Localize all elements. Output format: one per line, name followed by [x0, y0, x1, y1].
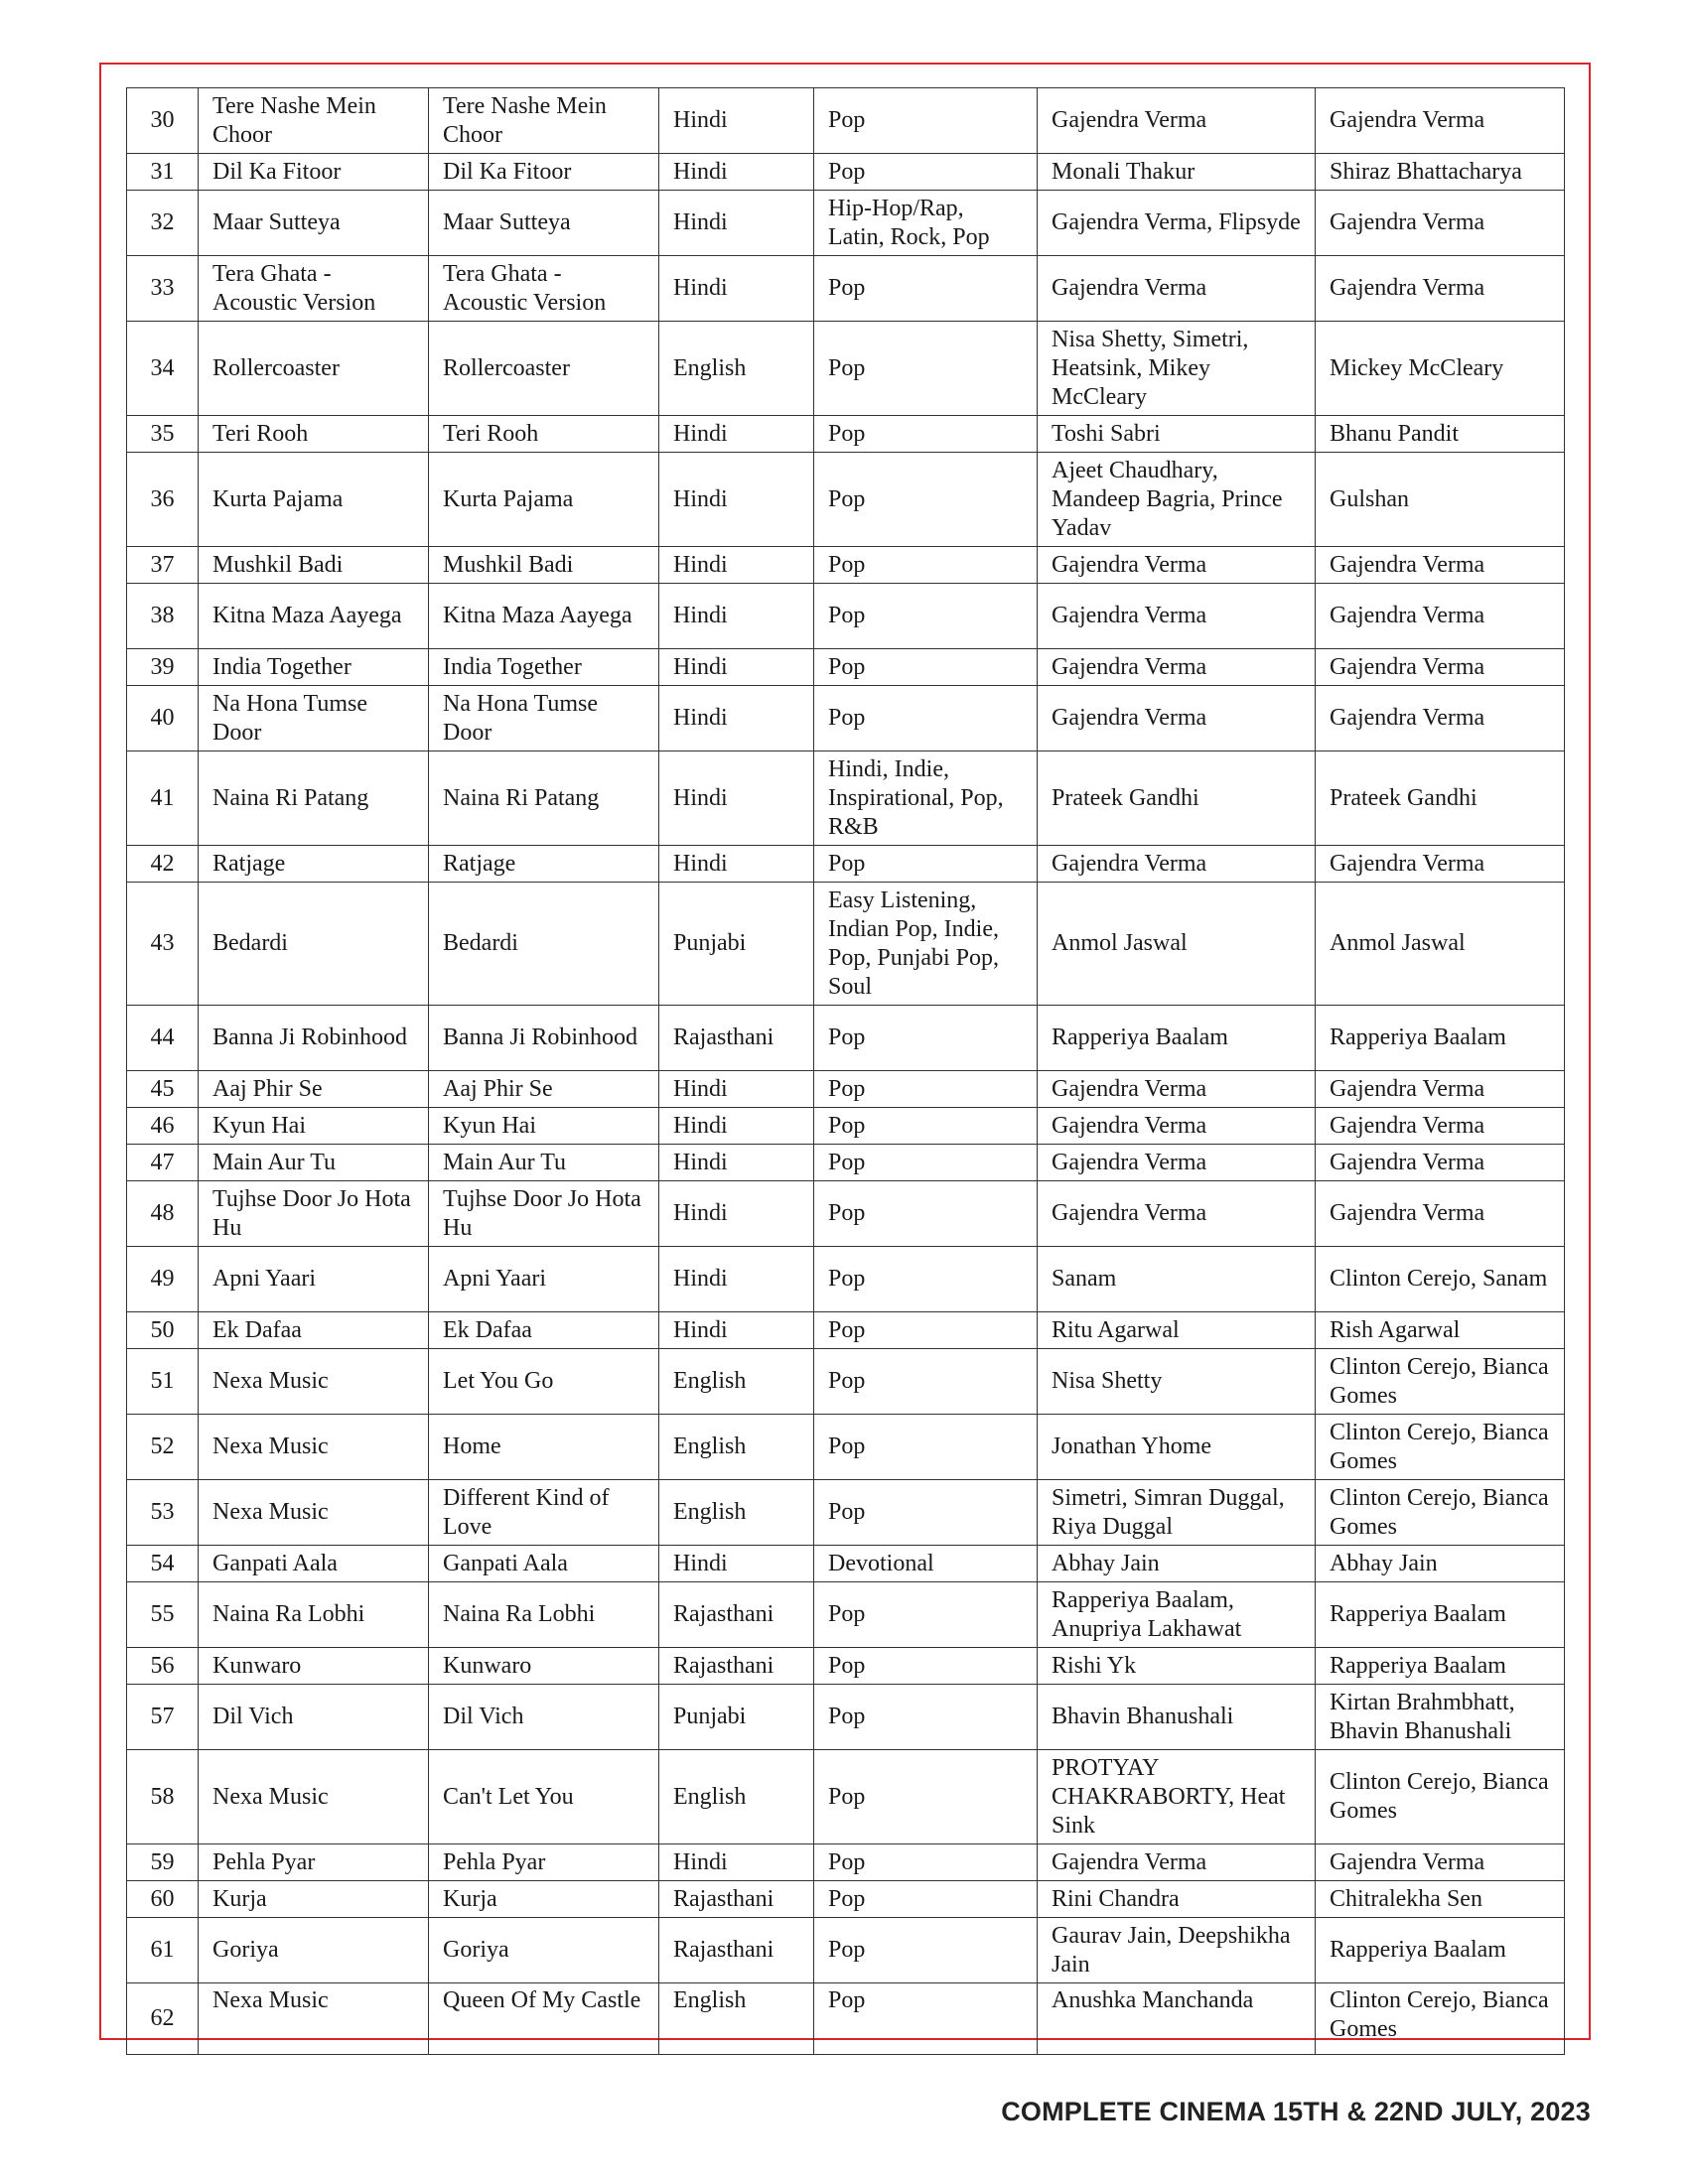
cell-genre: Hindi, Indie, Inspirational, Pop, R&B: [814, 751, 1038, 846]
cell-title: Kitna Maza Aayega: [199, 584, 429, 649]
cell-artist: Anushka Manchanda: [1038, 1983, 1316, 2055]
cell-title: Naina Ri Patang: [199, 751, 429, 846]
cell-song: Dil Ka Fitoor: [429, 154, 659, 191]
table-row: [127, 154, 1565, 191]
cell-title: Teri Rooh: [199, 416, 429, 453]
cell-composer: Gajendra Verma: [1316, 88, 1565, 154]
cell-composer: Mickey McCleary: [1316, 322, 1565, 416]
cell-genre: Pop: [814, 1844, 1038, 1881]
cell-composer: Rapperiya Baalam: [1316, 1648, 1565, 1685]
cell-row-number: 51: [127, 1349, 199, 1415]
cell-composer: Shiraz Bhattacharya: [1316, 154, 1565, 191]
cell-artist: Ajeet Chaudhary, Mandeep Bagria, Prince Yadav: [1038, 453, 1316, 547]
cell-row-number: 48: [127, 1181, 199, 1247]
cell-genre: Pop: [814, 1685, 1038, 1750]
cell-composer: Chitralekha Sen: [1316, 1881, 1565, 1918]
cell-title: Ratjage: [199, 846, 429, 883]
table-row: [127, 191, 1565, 256]
cell-row-number: 46: [127, 1108, 199, 1145]
cell-composer: Bhanu Pandit: [1316, 416, 1565, 453]
cell-language: English: [659, 1480, 814, 1546]
cell-song: Naina Ri Patang: [429, 751, 659, 846]
cell-song: Bedardi: [429, 883, 659, 1006]
cell-row-number: 61: [127, 1918, 199, 1983]
cell-genre: Pop: [814, 1480, 1038, 1546]
cell-row-number: 47: [127, 1145, 199, 1181]
cell-title: Maar Sutteya: [199, 191, 429, 256]
cell-title: Nexa Music: [199, 1750, 429, 1844]
cell-row-number: 56: [127, 1648, 199, 1685]
cell-title: Nexa Music: [199, 1415, 429, 1480]
cell-genre: Easy Listening, Indian Pop, Indie, Pop, Punjabi Pop, Soul: [814, 883, 1038, 1006]
cell-composer: Rapperiya Baalam: [1316, 1582, 1565, 1648]
cell-song: Let You Go: [429, 1349, 659, 1415]
cell-artist: Gajendra Verma: [1038, 1108, 1316, 1145]
cell-language: Punjabi: [659, 1685, 814, 1750]
table-row: [127, 1480, 1565, 1546]
cell-composer: Gajendra Verma: [1316, 256, 1565, 322]
cell-composer: Clinton Cerejo, Bianca Gomes: [1316, 1349, 1565, 1415]
table-row: [127, 1108, 1565, 1145]
cell-song: Na Hona Tumse Door: [429, 686, 659, 751]
table-row: [127, 1247, 1565, 1312]
cell-language: Rajasthani: [659, 1582, 814, 1648]
cell-composer: Clinton Cerejo, Sanam: [1316, 1247, 1565, 1312]
cell-artist: Gajendra Verma: [1038, 846, 1316, 883]
cell-row-number: 39: [127, 649, 199, 686]
cell-genre: Pop: [814, 1006, 1038, 1071]
cell-genre: Pop: [814, 1312, 1038, 1349]
cell-song: Can't Let You: [429, 1750, 659, 1844]
cell-language: Rajasthani: [659, 1648, 814, 1685]
table-row: [127, 416, 1565, 453]
cell-language: Hindi: [659, 846, 814, 883]
cell-language: Hindi: [659, 88, 814, 154]
cell-artist: Anmol Jaswal: [1038, 883, 1316, 1006]
cell-language: Hindi: [659, 1546, 814, 1582]
table-row: [127, 1750, 1565, 1844]
cell-genre: Pop: [814, 1648, 1038, 1685]
cell-row-number: 35: [127, 416, 199, 453]
cell-artist: Gajendra Verma: [1038, 88, 1316, 154]
cell-title: Bedardi: [199, 883, 429, 1006]
cell-song: Aaj Phir Se: [429, 1071, 659, 1108]
cell-title: Nexa Music: [199, 1983, 429, 2055]
cell-artist: Toshi Sabri: [1038, 416, 1316, 453]
cell-composer: Gajendra Verma: [1316, 1071, 1565, 1108]
table-row: [127, 1546, 1565, 1582]
cell-genre: Pop: [814, 322, 1038, 416]
cell-composer: Kirtan Brahmbhatt, Bhavin Bhanushali: [1316, 1685, 1565, 1750]
cell-title: Mushkil Badi: [199, 547, 429, 584]
cell-artist: Gajendra Verma: [1038, 1071, 1316, 1108]
cell-artist: Rini Chandra: [1038, 1881, 1316, 1918]
table-row: [127, 1312, 1565, 1349]
cell-genre: Pop: [814, 1108, 1038, 1145]
cell-artist: Prateek Gandhi: [1038, 751, 1316, 846]
table-row: [127, 1685, 1565, 1750]
cell-row-number: 54: [127, 1546, 199, 1582]
cell-row-number: 52: [127, 1415, 199, 1480]
cell-title: Rollercoaster: [199, 322, 429, 416]
cell-song: Maar Sutteya: [429, 191, 659, 256]
cell-composer: Gajendra Verma: [1316, 686, 1565, 751]
cell-artist: Gajendra Verma: [1038, 547, 1316, 584]
cell-language: Hindi: [659, 1181, 814, 1247]
cell-language: Hindi: [659, 453, 814, 547]
cell-composer: Rapperiya Baalam: [1316, 1918, 1565, 1983]
cell-genre: Pop: [814, 453, 1038, 547]
cell-composer: Abhay Jain: [1316, 1546, 1565, 1582]
cell-song: Different Kind of Love: [429, 1480, 659, 1546]
cell-composer: Rapperiya Baalam: [1316, 1006, 1565, 1071]
cell-language: Hindi: [659, 154, 814, 191]
cell-composer: Gajendra Verma: [1316, 1181, 1565, 1247]
cell-language: Hindi: [659, 1108, 814, 1145]
cell-title: Kurja: [199, 1881, 429, 1918]
cell-composer: Gajendra Verma: [1316, 846, 1565, 883]
cell-artist: Gajendra Verma: [1038, 1844, 1316, 1881]
table-row: [127, 322, 1565, 416]
cell-language: Hindi: [659, 1247, 814, 1312]
cell-row-number: 53: [127, 1480, 199, 1546]
cell-genre: Pop: [814, 686, 1038, 751]
cell-language: Hindi: [659, 547, 814, 584]
table-row: [127, 1918, 1565, 1983]
cell-genre: Pop: [814, 1881, 1038, 1918]
cell-artist: Gajendra Verma, Flipsyde: [1038, 191, 1316, 256]
cell-language: Hindi: [659, 1071, 814, 1108]
cell-composer: Anmol Jaswal: [1316, 883, 1565, 1006]
cell-composer: Clinton Cerejo, Bianca Gomes: [1316, 1983, 1565, 2055]
cell-artist: PROTYAY CHAKRABORTY, Heat Sink: [1038, 1750, 1316, 1844]
cell-genre: Devotional: [814, 1546, 1038, 1582]
cell-song: Kyun Hai: [429, 1108, 659, 1145]
cell-artist: Rapperiya Baalam, Anupriya Lakhawat: [1038, 1582, 1316, 1648]
cell-genre: Pop: [814, 584, 1038, 649]
cell-composer: Gajendra Verma: [1316, 1108, 1565, 1145]
cell-song: Kitna Maza Aayega: [429, 584, 659, 649]
cell-genre: Pop: [814, 547, 1038, 584]
cell-row-number: 49: [127, 1247, 199, 1312]
cell-artist: Ritu Agarwal: [1038, 1312, 1316, 1349]
cell-artist: Gajendra Verma: [1038, 1181, 1316, 1247]
cell-row-number: 40: [127, 686, 199, 751]
table-row: [127, 1071, 1565, 1108]
table-row: [127, 584, 1565, 649]
cell-song: Naina Ra Lobhi: [429, 1582, 659, 1648]
cell-language: Rajasthani: [659, 1918, 814, 1983]
cell-composer: Gajendra Verma: [1316, 1844, 1565, 1881]
cell-composer: Gulshan: [1316, 453, 1565, 547]
cell-language: Hindi: [659, 1312, 814, 1349]
cell-genre: Pop: [814, 1181, 1038, 1247]
cell-composer: Prateek Gandhi: [1316, 751, 1565, 846]
cell-title: Banna Ji Robinhood: [199, 1006, 429, 1071]
cell-composer: Gajendra Verma: [1316, 1145, 1565, 1181]
cell-artist: Rishi Yk: [1038, 1648, 1316, 1685]
table-row: [127, 649, 1565, 686]
cell-song: Ganpati Aala: [429, 1546, 659, 1582]
cell-row-number: 62: [127, 1983, 199, 2055]
cell-language: Hindi: [659, 191, 814, 256]
cell-genre: Pop: [814, 1750, 1038, 1844]
table-row: [127, 1415, 1565, 1480]
cell-composer: Gajendra Verma: [1316, 547, 1565, 584]
cell-language: English: [659, 1349, 814, 1415]
cell-artist: Gajendra Verma: [1038, 649, 1316, 686]
cell-title: Nexa Music: [199, 1349, 429, 1415]
table-row: [127, 846, 1565, 883]
cell-genre: Pop: [814, 1247, 1038, 1312]
cell-title: Kyun Hai: [199, 1108, 429, 1145]
cell-artist: Bhavin Bhanushali: [1038, 1685, 1316, 1750]
cell-language: Hindi: [659, 1844, 814, 1881]
cell-row-number: 55: [127, 1582, 199, 1648]
cell-title: Naina Ra Lobhi: [199, 1582, 429, 1648]
cell-artist: Nisa Shetty: [1038, 1349, 1316, 1415]
cell-song: Ek Dafaa: [429, 1312, 659, 1349]
table-row: [127, 1844, 1565, 1881]
cell-composer: Clinton Cerejo, Bianca Gomes: [1316, 1750, 1565, 1844]
cell-artist: Gajendra Verma: [1038, 686, 1316, 751]
cell-artist: Gajendra Verma: [1038, 256, 1316, 322]
cell-artist: Monali Thakur: [1038, 154, 1316, 191]
cell-song: Kurta Pajama: [429, 453, 659, 547]
cell-song: Mushkil Badi: [429, 547, 659, 584]
songs-table-body: [127, 88, 1565, 2055]
cell-title: Nexa Music: [199, 1480, 429, 1546]
cell-title: Dil Vich: [199, 1685, 429, 1750]
cell-language: Hindi: [659, 649, 814, 686]
cell-genre: Pop: [814, 1918, 1038, 1983]
cell-language: Hindi: [659, 416, 814, 453]
cell-composer: Clinton Cerejo, Bianca Gomes: [1316, 1415, 1565, 1480]
cell-song: India Together: [429, 649, 659, 686]
cell-title: Goriya: [199, 1918, 429, 1983]
cell-composer: Rish Agarwal: [1316, 1312, 1565, 1349]
table-row: [127, 1349, 1565, 1415]
cell-row-number: 50: [127, 1312, 199, 1349]
table-row: [127, 547, 1565, 584]
cell-title: Kunwaro: [199, 1648, 429, 1685]
cell-song: Tere Nashe Mein Choor: [429, 88, 659, 154]
cell-composer: Gajendra Verma: [1316, 191, 1565, 256]
cell-row-number: 44: [127, 1006, 199, 1071]
cell-row-number: 30: [127, 88, 199, 154]
cell-language: Hindi: [659, 1145, 814, 1181]
cell-genre: Pop: [814, 88, 1038, 154]
cell-song: Main Aur Tu: [429, 1145, 659, 1181]
cell-genre: Hip-Hop/Rap, Latin, Rock, Pop: [814, 191, 1038, 256]
cell-artist: Jonathan Yhome: [1038, 1415, 1316, 1480]
cell-song: Tujhse Door Jo Hota Hu: [429, 1181, 659, 1247]
cell-artist: Simetri, Simran Duggal, Riya Duggal: [1038, 1480, 1316, 1546]
cell-song: Ratjage: [429, 846, 659, 883]
cell-language: Punjabi: [659, 883, 814, 1006]
cell-song: Apni Yaari: [429, 1247, 659, 1312]
cell-song: Tera Ghata - Acoustic Version: [429, 256, 659, 322]
cell-row-number: 33: [127, 256, 199, 322]
cell-language: Hindi: [659, 686, 814, 751]
cell-row-number: 36: [127, 453, 199, 547]
cell-title: India Together: [199, 649, 429, 686]
cell-language: English: [659, 1750, 814, 1844]
cell-language: English: [659, 1983, 814, 2055]
cell-row-number: 58: [127, 1750, 199, 1844]
cell-genre: Pop: [814, 649, 1038, 686]
cell-title: Ek Dafaa: [199, 1312, 429, 1349]
cell-row-number: 32: [127, 191, 199, 256]
cell-artist: Gajendra Verma: [1038, 584, 1316, 649]
cell-title: Dil Ka Fitoor: [199, 154, 429, 191]
cell-row-number: 42: [127, 846, 199, 883]
cell-language: Rajasthani: [659, 1006, 814, 1071]
cell-composer: Gajendra Verma: [1316, 584, 1565, 649]
table-row: [127, 1881, 1565, 1918]
cell-composer: Clinton Cerejo, Bianca Gomes: [1316, 1480, 1565, 1546]
cell-title: Apni Yaari: [199, 1247, 429, 1312]
table-row: [127, 1648, 1565, 1685]
cell-row-number: 59: [127, 1844, 199, 1881]
cell-row-number: 45: [127, 1071, 199, 1108]
cell-language: English: [659, 322, 814, 416]
cell-language: Hindi: [659, 256, 814, 322]
cell-row-number: 41: [127, 751, 199, 846]
cell-row-number: 38: [127, 584, 199, 649]
cell-artist: Gaurav Jain, Deepshikha Jain: [1038, 1918, 1316, 1983]
cell-row-number: 37: [127, 547, 199, 584]
cell-title: Aaj Phir Se: [199, 1071, 429, 1108]
table-row: [127, 256, 1565, 322]
table-row: [127, 751, 1565, 846]
cell-genre: Pop: [814, 1582, 1038, 1648]
table-row: [127, 453, 1565, 547]
table-row: [127, 1006, 1565, 1071]
cell-artist: Abhay Jain: [1038, 1546, 1316, 1582]
cell-artist: Gajendra Verma: [1038, 1145, 1316, 1181]
cell-title: Tujhse Door Jo Hota Hu: [199, 1181, 429, 1247]
cell-row-number: 31: [127, 154, 199, 191]
cell-title: Tera Ghata - Acoustic Version: [199, 256, 429, 322]
cell-composer: Gajendra Verma: [1316, 649, 1565, 686]
table-row: [127, 883, 1565, 1006]
cell-song: Rollercoaster: [429, 322, 659, 416]
cell-row-number: 57: [127, 1685, 199, 1750]
cell-language: Hindi: [659, 584, 814, 649]
table-row: [127, 686, 1565, 751]
cell-song: Home: [429, 1415, 659, 1480]
cell-language: Hindi: [659, 751, 814, 846]
cell-genre: Pop: [814, 846, 1038, 883]
cell-genre: Pop: [814, 1145, 1038, 1181]
cell-song: Dil Vich: [429, 1685, 659, 1750]
cell-artist: Sanam: [1038, 1247, 1316, 1312]
cell-row-number: 34: [127, 322, 199, 416]
cell-title: Ganpati Aala: [199, 1546, 429, 1582]
cell-row-number: 60: [127, 1881, 199, 1918]
cell-genre: Pop: [814, 1071, 1038, 1108]
cell-language: English: [659, 1415, 814, 1480]
cell-genre: Pop: [814, 1415, 1038, 1480]
cell-song: Queen Of My Castle: [429, 1983, 659, 2055]
cell-song: Banna Ji Robinhood: [429, 1006, 659, 1071]
table-row: [127, 1582, 1565, 1648]
cell-artist: Nisa Shetty, Simetri, Heatsink, Mikey McCleary: [1038, 322, 1316, 416]
cell-song: Kunwaro: [429, 1648, 659, 1685]
page-footer: COMPLETE CINEMA 15TH & 22ND JULY, 2023: [1001, 2097, 1591, 2126]
cell-song: Goriya: [429, 1918, 659, 1983]
cell-genre: Pop: [814, 416, 1038, 453]
cell-title: Kurta Pajama: [199, 453, 429, 547]
table-row: [127, 1181, 1565, 1247]
table-row: [127, 1145, 1565, 1181]
cell-song: Kurja: [429, 1881, 659, 1918]
cell-row-number: 43: [127, 883, 199, 1006]
cell-title: Na Hona Tumse Door: [199, 686, 429, 751]
cell-genre: Pop: [814, 1983, 1038, 2055]
table-row: [127, 1983, 1565, 2055]
songs-table: [126, 87, 1565, 2055]
cell-title: Main Aur Tu: [199, 1145, 429, 1181]
table-row: [127, 88, 1565, 154]
cell-genre: Pop: [814, 154, 1038, 191]
cell-genre: Pop: [814, 1349, 1038, 1415]
cell-song: Pehla Pyar: [429, 1844, 659, 1881]
cell-artist: Rapperiya Baalam: [1038, 1006, 1316, 1071]
cell-song: Teri Rooh: [429, 416, 659, 453]
cell-genre: Pop: [814, 256, 1038, 322]
cell-title: Pehla Pyar: [199, 1844, 429, 1881]
cell-language: Rajasthani: [659, 1881, 814, 1918]
cell-title: Tere Nashe Mein Choor: [199, 88, 429, 154]
